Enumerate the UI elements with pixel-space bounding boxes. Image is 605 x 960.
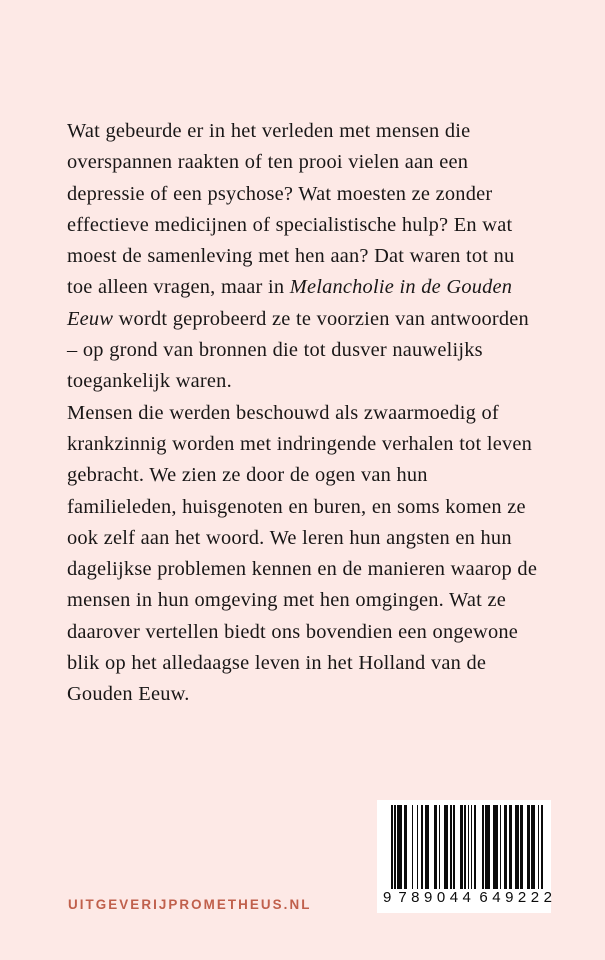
barcode-bars [391,805,543,889]
blurb-text-block [67,116,541,711]
barcode-group-right: 649222 [479,888,557,906]
book-title-italic: Melancholie in de Gouden Eeuw [67,276,513,330]
barcode-block [377,800,557,913]
barcode-lead-digit: 9 [383,888,392,906]
blurb-paragraph-1-part-1: Wat gebeurde er in het verleden met mensen die overspannen raakten of ten prooi vielen aan een depressie of een psychose? Wat moesten ze zonder effectieve medicijnen of specialistische hulp? En wat moest de samenleving met hen aan? Dat waren tot nu toe alleen vragen, maar in [67,120,515,299]
blurb-paragraph-1 [67,116,541,398]
barcode-group-left: 789044 [398,888,476,906]
barcode-digits [381,886,557,908]
blurb-paragraph-1-part-2: wordt geprobeerd ze te voorzien van antwoorden – op grond van bronnen die tot dusver nauwelijks toegankelijk waren. [67,307,529,393]
barcode-bar [541,805,543,889]
publisher-wordmark[interactable]: UITGEVERIJPROMETHEUS.NL [68,897,312,912]
blurb-paragraph-2: Mensen die werden beschouwd als zwaarmoedig of krankzinnig worden met indringende verhalen tot leven gebracht. We zien ze door de ogen van hun familieleden, huisgenoten en buren, en soms komen ze ook zelf aan het woord. We leren hun angsten en hun dagelijkse problemen kennen en de manieren waarop de mensen in hun omgeving met hen omgingen. Wat ze daarover vertellen biedt ons bovendien een ongewone blik op het alledaagse leven in het Holland van de Gouden Eeuw. [67,401,538,706]
